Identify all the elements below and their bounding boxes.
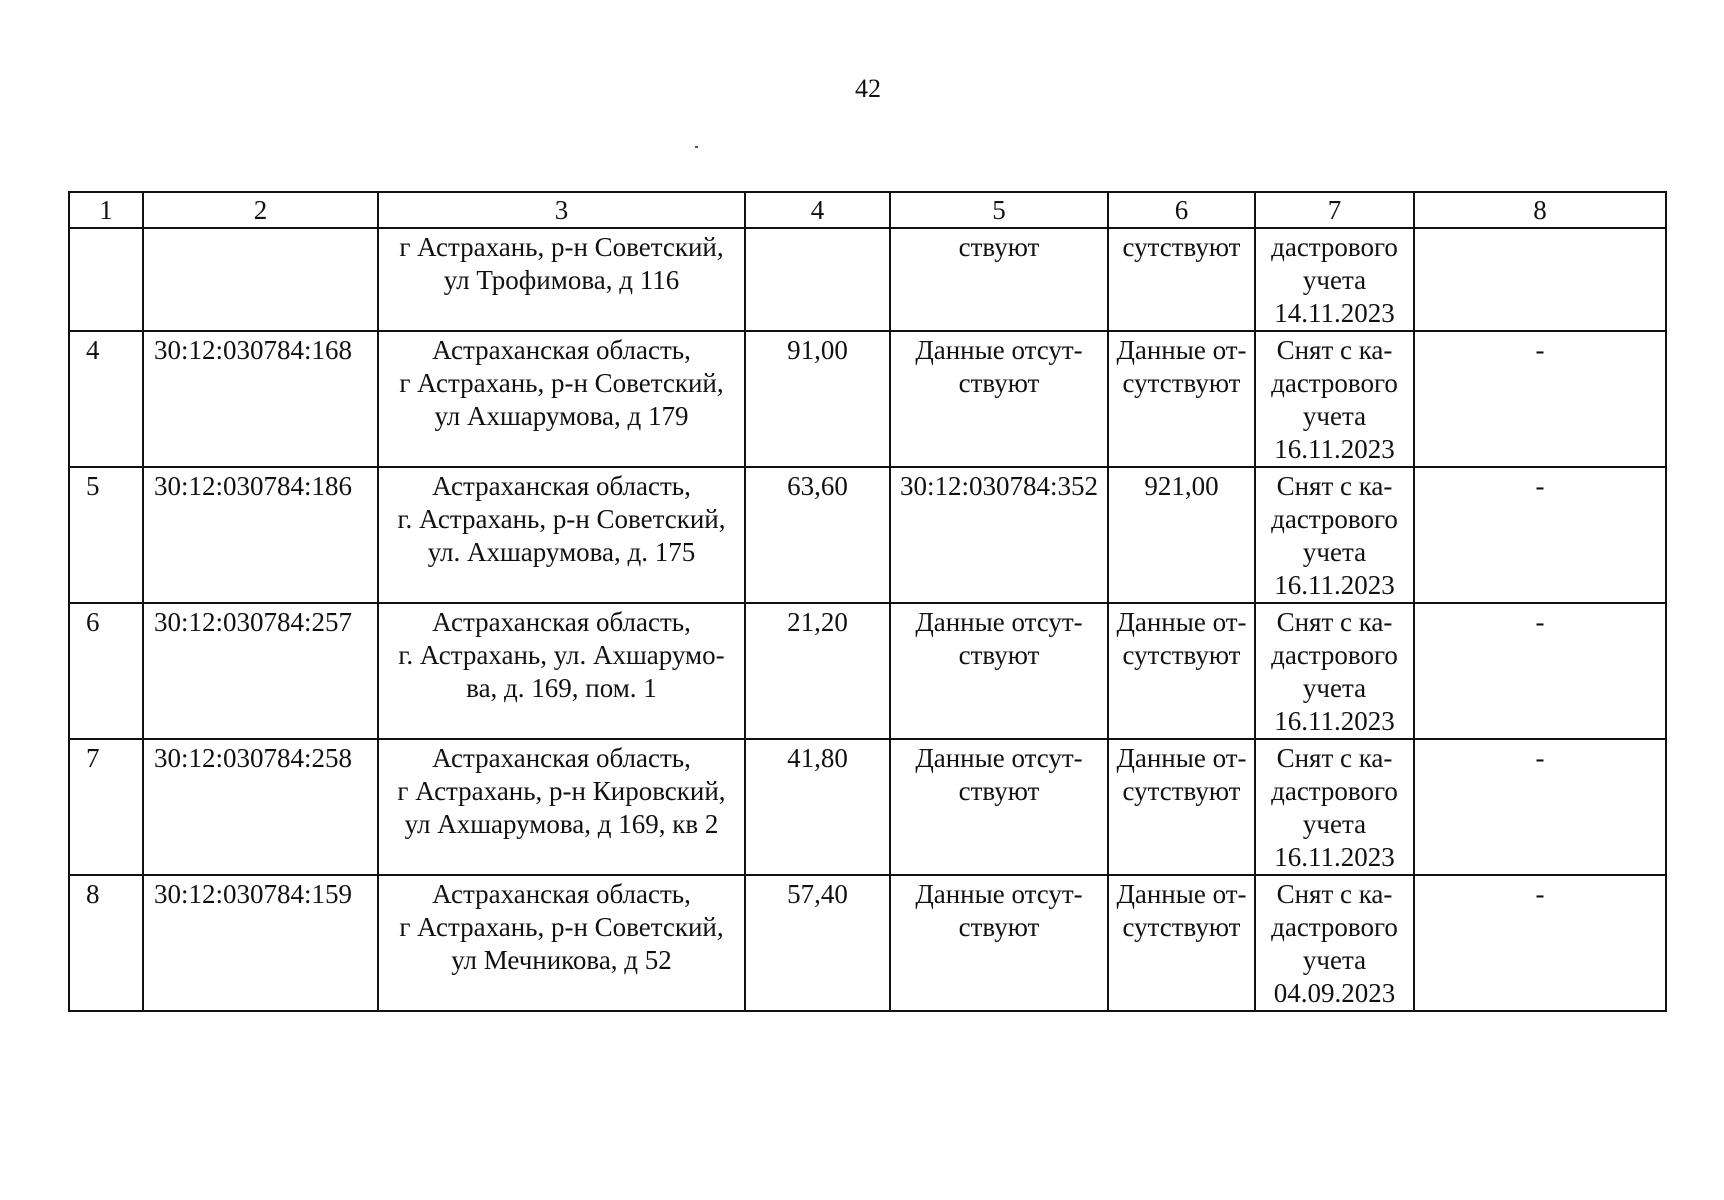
registration-status: Снят с ка- дастрового учета 16.11.2023 (1255, 739, 1414, 875)
cadastral-number: 30:12:030784:257 (143, 603, 378, 739)
header-col-8: 8 (1414, 192, 1666, 228)
page-number: 42 (855, 74, 881, 103)
table-row (69, 875, 1666, 1011)
registration-status: Снят с ка- дастрового учета 04.09.2023 (1255, 875, 1414, 1011)
address: Астраханская область, г Астрахань, р-н Кировский, ул Ахшарумова, д 169, кв 2 (378, 739, 745, 875)
building-cadastral-number: ствуют (890, 228, 1108, 331)
table-header (69, 192, 1666, 228)
table-row (69, 467, 1666, 603)
cadastral-number: 30:12:030784:159 (143, 875, 378, 1011)
note (1414, 228, 1666, 331)
area (745, 228, 890, 331)
address: Астраханская область, г Астрахань, р-н Советский, ул Мечникова, д 52 (378, 875, 745, 1011)
registration-status: Снят с ка- дастрового учета 16.11.2023 (1255, 603, 1414, 739)
address: г Астрахань, р-н Советский, ул Трофимова, д 116 (378, 228, 745, 331)
area: 57,40 (745, 875, 890, 1011)
area: 21,20 (745, 603, 890, 739)
row-number (69, 228, 143, 331)
area: 63,60 (745, 467, 890, 603)
registration-status: Снят с ка- дастрового учета 16.11.2023 (1255, 467, 1414, 603)
row-number: 4 (69, 331, 143, 467)
building-cadastral-number: Данные отсут- ствуют (890, 875, 1108, 1011)
header-col-3: 3 (378, 192, 745, 228)
header-col-7: 7 (1255, 192, 1414, 228)
building-cadastral-number: Данные отсут- ствуют (890, 331, 1108, 467)
address: Астраханская область, г Астрахань, р-н Советский, ул Ахшарумова, д 179 (378, 331, 745, 467)
table-row (69, 228, 1666, 331)
header-col-6: 6 (1108, 192, 1255, 228)
note: - (1414, 603, 1666, 739)
note: - (1414, 739, 1666, 875)
row-number: 5 (69, 467, 143, 603)
header-col-5: 5 (890, 192, 1108, 228)
table-row (69, 603, 1666, 739)
address: Астраханская область, г. Астрахань, р-н Советский, ул. Ахшарумова, д. 175 (378, 467, 745, 603)
header-col-1: 1 (69, 192, 143, 228)
cadastral-number (143, 228, 378, 331)
building-cadastral-number: Данные отсут- ствуют (890, 739, 1108, 875)
note: - (1414, 331, 1666, 467)
row-number: 7 (69, 739, 143, 875)
header-col-2: 2 (143, 192, 378, 228)
row-number: 6 (69, 603, 143, 739)
header-row (69, 192, 1666, 228)
building-cadastral-number: Данные отсут- ствуют (890, 603, 1108, 739)
building-area: Данные от- сутствуют (1108, 331, 1255, 467)
table-row (69, 331, 1666, 467)
table-row (69, 739, 1666, 875)
building-cadastral-number: 30:12:030784:352 (890, 467, 1108, 603)
note: - (1414, 875, 1666, 1011)
registration-status: дастрового учета 14.11.2023 (1255, 228, 1414, 331)
building-area: Данные от- сутствуют (1108, 603, 1255, 739)
cadastral-number: 30:12:030784:168 (143, 331, 378, 467)
cadastral-number: 30:12:030784:258 (143, 739, 378, 875)
registration-status: Снят с ка- дастрового учета 16.11.2023 (1255, 331, 1414, 467)
address: Астраханская область, г. Астрахань, ул. Ахшарумо- ва, д. 169, пом. 1 (378, 603, 745, 739)
area: 41,80 (745, 739, 890, 875)
note: - (1414, 467, 1666, 603)
building-area: сутствуют (1108, 228, 1255, 331)
building-area: 921,00 (1108, 467, 1255, 603)
building-area: Данные от- сутствуют (1108, 875, 1255, 1011)
header-col-4: 4 (745, 192, 890, 228)
cadastral-registry-table (68, 191, 1667, 1012)
area: 91,00 (745, 331, 890, 467)
scan-speck (695, 146, 698, 148)
table-body (69, 228, 1666, 1011)
row-number: 8 (69, 875, 143, 1011)
cadastral-number: 30:12:030784:186 (143, 467, 378, 603)
building-area: Данные от- сутствуют (1108, 739, 1255, 875)
